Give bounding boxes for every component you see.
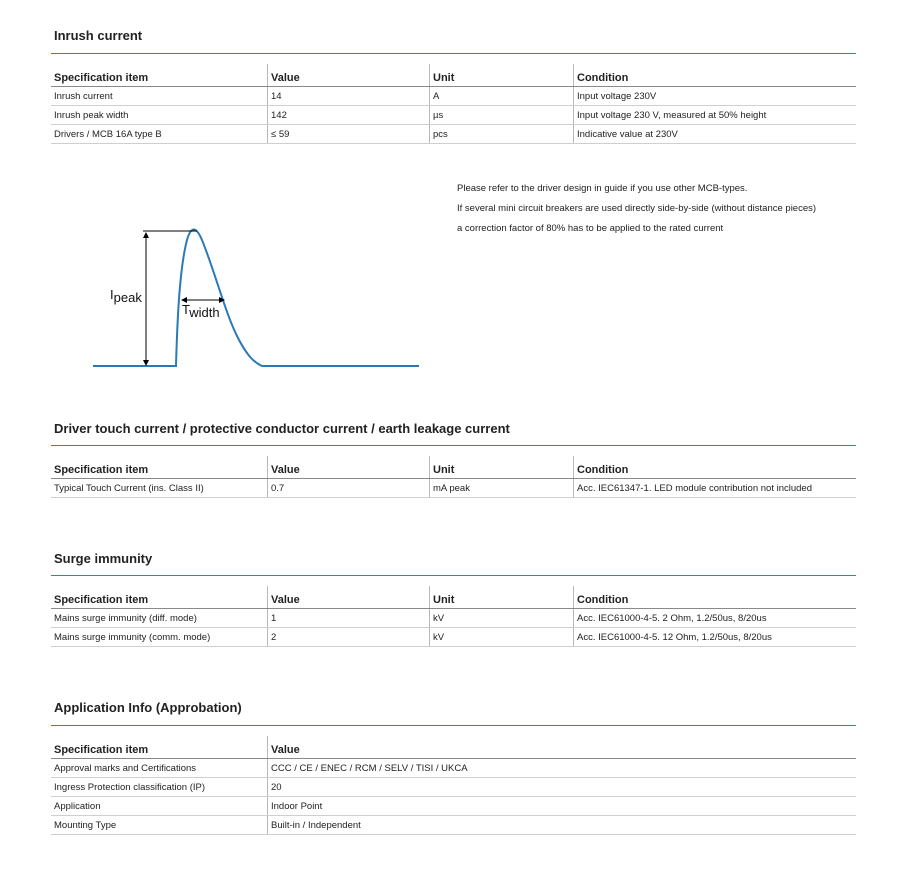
inrush-pulse-curve <box>93 230 419 367</box>
width-label-main: T <box>182 302 190 317</box>
header-unit: Unit <box>430 64 574 87</box>
header-value: Value <box>268 64 430 87</box>
cell-unit: kV <box>430 609 574 628</box>
cell-spec-item: Ingress Protection classification (IP) <box>51 778 268 797</box>
cell-condition: Acc. IEC61000-4-5. 12 Ohm, 1.2/50us, 8/20us <box>574 628 857 647</box>
touch-current-table <box>51 456 856 498</box>
cell-spec-item: Inrush current <box>51 87 268 106</box>
cell-unit: kV <box>430 628 574 647</box>
header-value: Value <box>268 736 857 759</box>
cell-value: ≤ 59 <box>268 125 430 144</box>
peak-label-sub: peak <box>113 290 142 305</box>
width-label <box>182 302 220 320</box>
surge-immunity-table <box>51 586 856 647</box>
peak-label <box>110 287 142 305</box>
cell-value: 1 <box>268 609 430 628</box>
table-header-row <box>51 456 856 479</box>
section-title-touch-current: Driver touch current / protective conductor current / earth leakage current <box>54 421 510 436</box>
header-condition: Condition <box>574 586 857 609</box>
header-condition: Condition <box>574 456 857 479</box>
cell-condition: Indicative value at 230V <box>574 125 857 144</box>
peak-label-main: I <box>110 287 114 302</box>
header-condition: Condition <box>574 64 857 87</box>
table-row <box>51 479 856 498</box>
header-value: Value <box>268 586 430 609</box>
cell-value: 20 <box>268 778 857 797</box>
table-row <box>51 778 856 797</box>
cell-value: 2 <box>268 628 430 647</box>
cell-unit: µs <box>430 106 574 125</box>
note-line-1: Please refer to the driver design in guide if you use other MCB-types. <box>457 183 748 194</box>
cell-value: 0.7 <box>268 479 430 498</box>
cell-spec-item: Mains surge immunity (comm. mode) <box>51 628 268 647</box>
cell-unit: mA peak <box>430 479 574 498</box>
cell-value: 142 <box>268 106 430 125</box>
cell-condition: Acc. IEC61347-1. LED module contribution not included <box>574 479 857 498</box>
cell-condition: Acc. IEC61000-4-5. 2 Ohm, 1.2/50us, 8/20us <box>574 609 857 628</box>
section-divider <box>51 445 856 446</box>
note-line-3: a correction factor of 80% has to be applied to the rated current <box>457 223 724 234</box>
cell-value: CCC / CE / ENEC / RCM / SELV / TISI / UKCA <box>268 759 857 778</box>
header-spec-item: Specification item <box>51 456 268 479</box>
table-header-row <box>51 586 856 609</box>
cell-value: 14 <box>268 87 430 106</box>
section-title-application-info: Application Info (Approbation) <box>54 700 242 715</box>
section-title-inrush: Inrush current <box>54 28 143 43</box>
cell-spec-item: Application <box>51 797 268 816</box>
cell-unit: A <box>430 87 574 106</box>
cell-spec-item: Drivers / MCB 16A type B <box>51 125 268 144</box>
note-line-2: If several mini circuit breakers are used directly side-by-side (without distance pieces) <box>457 203 817 214</box>
cell-spec-item: Inrush peak width <box>51 106 268 125</box>
cell-spec-item: Typical Touch Current (ins. Class II) <box>51 479 268 498</box>
header-unit: Unit <box>430 586 574 609</box>
header-unit: Unit <box>430 456 574 479</box>
cell-condition: Input voltage 230 V, measured at 50% height <box>574 106 857 125</box>
table-row <box>51 609 856 628</box>
peak-arrow-head-top <box>143 232 149 238</box>
header-spec-item: Specification item <box>51 64 268 87</box>
header-spec-item: Specification item <box>51 736 268 759</box>
header-spec-item: Specification item <box>51 586 268 609</box>
section-divider <box>51 575 856 576</box>
cell-unit: pcs <box>430 125 574 144</box>
table-row <box>51 759 856 778</box>
cell-value: Built-in / Independent <box>268 816 857 835</box>
width-label-sub: width <box>189 305 220 320</box>
cell-spec-item: Mounting Type <box>51 816 268 835</box>
cell-condition: Input voltage 230V <box>574 87 857 106</box>
table-row <box>51 628 856 647</box>
section-divider <box>51 725 856 726</box>
application-info-table <box>51 736 856 835</box>
table-header-row <box>51 736 856 759</box>
table-row <box>51 816 856 835</box>
cell-spec-item: Approval marks and Certifications <box>51 759 268 778</box>
cell-value: Indoor Point <box>268 797 857 816</box>
section-title-surge-immunity: Surge immunity <box>54 551 153 566</box>
table-row <box>51 797 856 816</box>
header-value: Value <box>268 456 430 479</box>
cell-spec-item: Mains surge immunity (diff. mode) <box>51 609 268 628</box>
